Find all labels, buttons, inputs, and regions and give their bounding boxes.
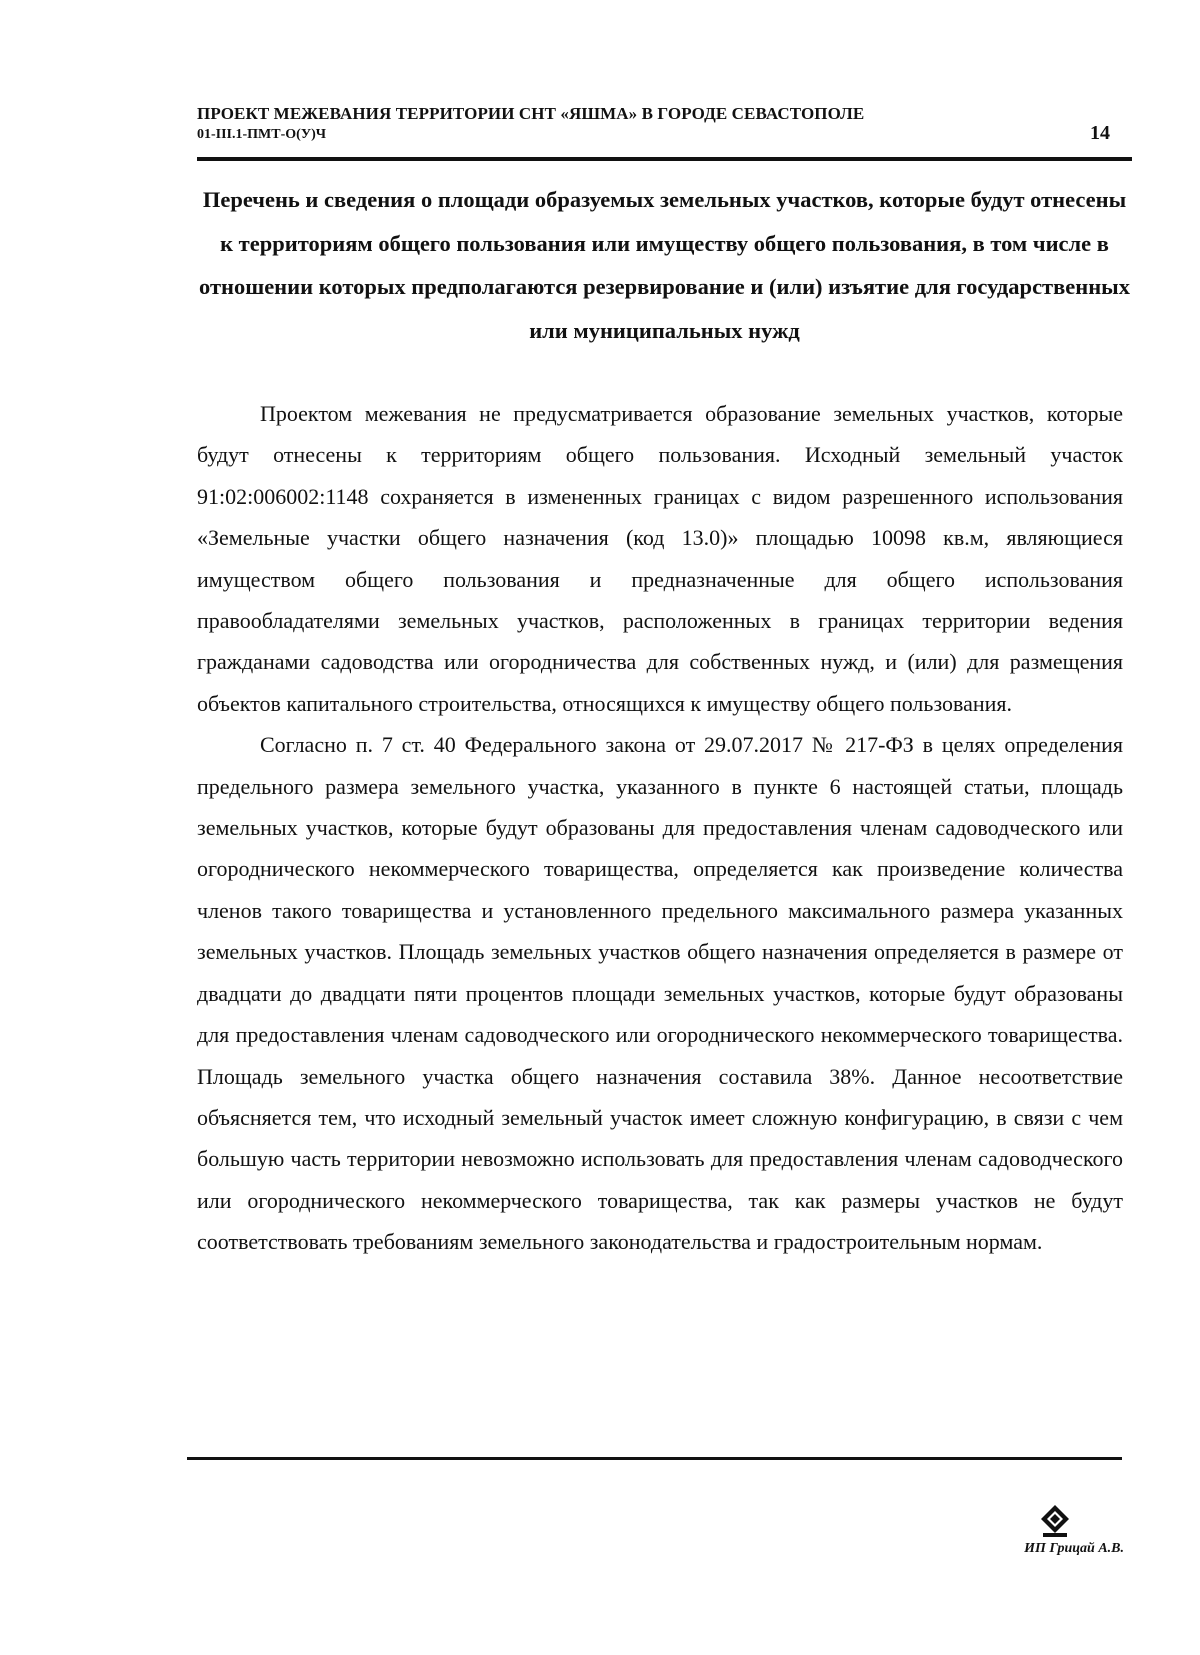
footer-divider — [187, 1457, 1122, 1460]
page-header — [197, 104, 1132, 156]
section-heading: Перечень и сведения о площади образуемых земельных участков, которые будут отнесены к территориям общего пользования или имуществу общего пользования, в том числе в отношении которых предполагаются резервирование и (или) изъятие для государственных или муниципальных нужд — [198, 187, 1130, 343]
body-text — [197, 393, 1123, 1263]
header-divider — [197, 157, 1132, 161]
project-title: ПРОЕКТ МЕЖЕВАНИЯ ТЕРРИТОРИИ СНТ «ЯШМА» В ГОРОДЕ СЕВАСТОПОЛЕ — [197, 104, 865, 123]
document-code: 01-III.1-ПМТ-О(У)Ч — [197, 127, 327, 142]
company-signature: ИП Грицай А.В. — [1024, 1541, 1124, 1556]
paragraph: Согласно п. 7 ст. 40 Федерального закона от 29.07.2017 № 217-ФЗ в целях определения предельного размера земельного участка, указанного в пункте 6 настоящей статьи, площадь земельных участков, которые будут образованы для предоставления членам садоводческого или огороднического некоммерческого товарищества, определяется как произведение количества членов такого товарищества и установленного предельного максимального размера указанных земельных участков. Площадь земельных участков общего назначения определяется в размере от двадцати до двадцати пяти процентов площади земельных участков, которые будут образованы для предоставления членам садоводческого или огороднического некоммерческого товарищества. Площадь земельного участка общего назначения составила 38%. Данное несоответствие объясняется тем, что исходный земельный участок имеет сложную конфигурацию, в связи с чем большую часть территории невозможно использовать для предоставления членам садоводческого или огороднического некоммерческого товарищества, так как размеры участков не будут соответствовать требованиям земельного законодательства и градостроительным нормам. — [197, 732, 1123, 1255]
company-mark — [1004, 1503, 1124, 1563]
diamond-logo-icon — [1038, 1503, 1072, 1539]
paragraph: Проектом межевания не предусматривается образование земельных участков, которые будут отнесены к территориям общего пользования. Исходный земельный участок 91:02:006002:1148 сохраняется в измененных границах с видом разрешенного использования «Земельные участки общего назначения (код 13.0)» площадью 10098 кв.м, являющиеся имуществом общего пользования и предназначенные для общего использования правообладателями земельных участков, расположенных в границах территории ведения гражданами садоводства или огородничества для собственных нужд, и (или) для размещения объектов капитального строительства, относящихся к имуществу общего пользования. — [197, 401, 1123, 716]
page-number: 14 — [1090, 122, 1110, 144]
